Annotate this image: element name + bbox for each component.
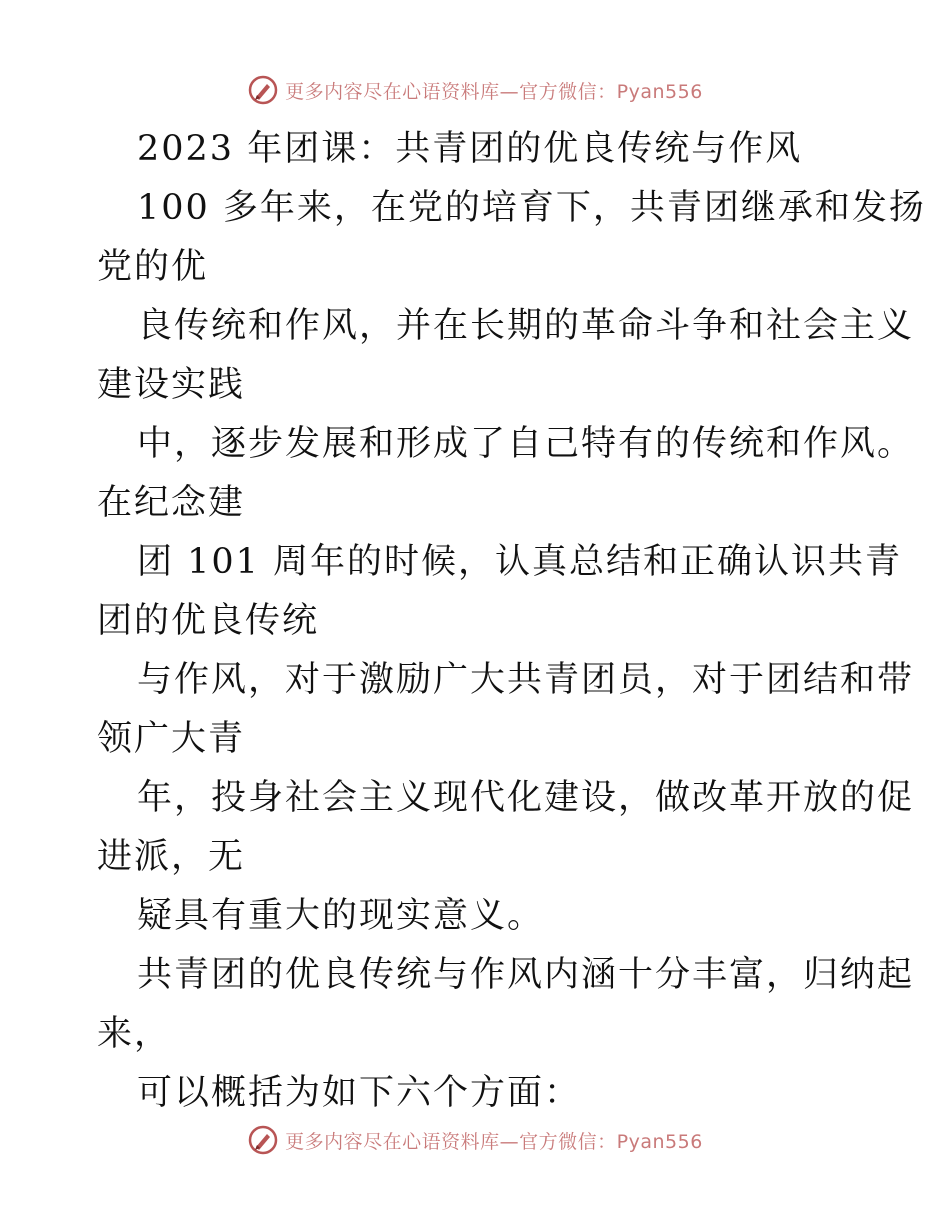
text-line: 中，逐步发展和形成了自己特有的传统和作风。 [137,424,915,464]
text-line: 与作风，对于激励广大共青团员，对于团结和带 [137,660,915,700]
document-body [97,120,926,1123]
text-line: 共青团的优良传统与作风内涵十分丰富，归纳起 [137,955,915,995]
text-line: 建设实践 [97,365,246,405]
pen-seal-icon [247,1124,279,1156]
text-line: 团的优良传统 [97,601,320,641]
text-line: 团 101 周年的时候，认真总结和正确认识共青 [137,542,903,582]
watermark-text: 更多内容尽在心语资料库—官方微信：Pyan556 [285,1130,703,1153]
text-line: 来， [97,1014,172,1054]
text-line: 年，投身社会主义现代化建设，做改革开放的促 [137,778,915,818]
text-line: 领广大青 [97,719,246,759]
pen-seal-icon [247,74,279,106]
text-line: 100 多年来，在党的培育下，共青团继承和发扬 [137,188,926,228]
watermark-text: 更多内容尽在心语资料库—官方微信：Pyan556 [285,80,703,103]
text-line: 党的优 [97,247,209,287]
text-line: 良传统和作风，并在长期的革命斗争和社会主义 [137,306,915,346]
text-line: 可以概括为如下六个方面： [137,1073,582,1113]
footer-watermark [0,1120,950,1160]
text-line: 进派，无 [97,837,246,877]
text-line: 在纪念建 [97,483,246,523]
text-line: 2023 年团课：共青团的优良传统与作风 [137,129,803,169]
header-watermark [0,70,950,110]
text-line: 疑具有重大的现实意义。 [137,896,545,936]
